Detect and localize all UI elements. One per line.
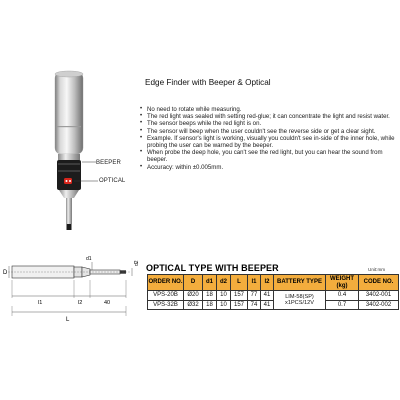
dim-label-l1: l1 [38,300,43,306]
feature-item: • The sensor beeps while the red light is on. [140,120,398,127]
feature-item: • The red light was sealed with setting red-glue; it can concentrate the light and resist water. [140,113,398,120]
table-header-cell: ORDER NO. [148,275,184,291]
table-header-cell: WEIGHT (kg) [326,275,359,291]
table-cell: 3402-002 [359,300,399,310]
table-header-cell: l2 [261,275,274,291]
table-header-cell: L [231,275,248,291]
table-header-cell: BATTERY TYPE [274,275,326,291]
table-header-cell: CODE NO. [359,275,399,291]
table-cell: 0.4 [326,291,359,301]
feature-item: • No need to rotate while measuring. [140,106,398,113]
feature-item: • Example. If sensor's light is working, visually you couldn't see in-side of the inner hole, while probing the user can be warned by the beeper. [140,135,398,149]
optical-callout-label: OPTICAL [99,178,126,184]
table-cell: VPS-20B [148,291,184,301]
table-cell: 10 [217,300,231,310]
table-cell: 77 [248,291,261,301]
dimension-drawing [0,254,148,334]
table-header-cell: l1 [248,275,261,291]
table-cell: 157 [231,300,248,310]
dim-label-D: D [3,270,8,276]
feature-list [140,106,398,171]
table-cell: 41 [261,291,274,301]
dim-label-d2: d2 [134,260,140,266]
table-cell: 18 [203,291,217,301]
edge-finder-photo [0,0,140,250]
table-cell: Ø20 [184,291,203,301]
beeper-callout-label: BEEPER [96,160,121,166]
table-cell: 10 [217,291,231,301]
dim-label-l2: l2 [78,300,83,306]
table-header-cell: d1 [203,275,217,291]
dim-label-40: 40 [104,300,111,306]
table-cell: 0.7 [326,300,359,310]
table-cell: 41 [261,300,274,310]
table-header-cell: d2 [217,275,231,291]
feature-item: • The sensor will beep when the user couldn't see the reverse side or get a clear sight. [140,128,398,135]
dim-label-L: L [66,317,70,323]
table-cell: VPS-32B [148,300,184,310]
table-header-cell: D [184,275,203,291]
unit-label: Unit:mm [368,267,386,272]
product-title: Edge Finder with Beeper & Optical [145,78,271,87]
dim-label-d1: d1 [86,256,92,262]
table-cell: Ø32 [184,300,203,310]
table-cell: 74 [248,300,261,310]
spec-table [147,274,399,310]
table-row [148,291,399,301]
table-cell: 18 [203,300,217,310]
table-cell: 157 [231,291,248,301]
table-cell-battery: LIM-58(SP) x1PCS/12V [274,291,326,310]
feature-item: • Accuracy: within ±0.005mm. [140,164,398,171]
table-cell: 3402-001 [359,291,399,301]
feature-item: • When probe the deep hole, you can't see the red light, but you can hear the sound from beeper. [140,149,398,163]
section-title: OPTICAL TYPE WITH BEEPER [146,263,279,273]
table-row [148,300,399,310]
table-header-row [148,275,399,291]
